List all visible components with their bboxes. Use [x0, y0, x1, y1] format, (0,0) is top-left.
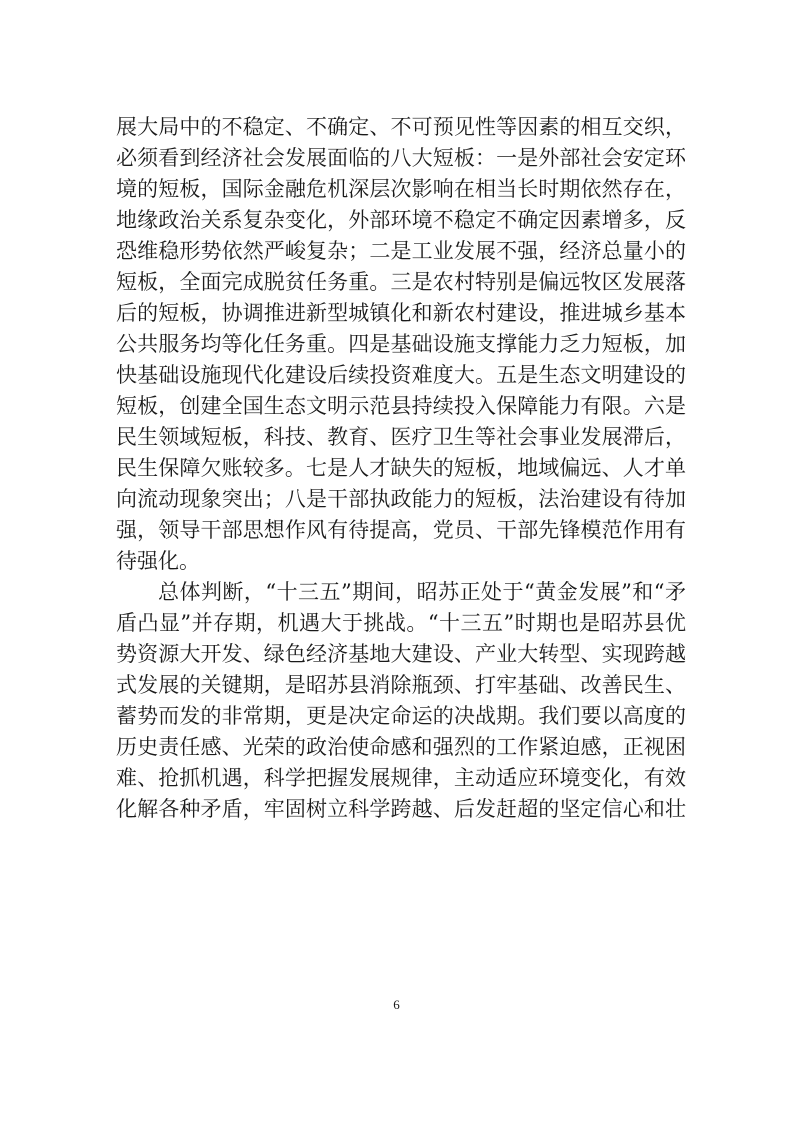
text-line: 待强化。 — [116, 549, 200, 573]
paragraph-2 — [116, 577, 686, 825]
text-line: 难、抢抓机遇，科学把握发展规律，主动适应环境变化，有效 — [116, 766, 686, 790]
text-line: 向流动现象突出；八是干部执政能力的短板，法治建设有待加 — [116, 487, 686, 511]
text-line: 后的短板，协调推进新型城镇化和新农村建设，推进城乡基本 — [116, 301, 686, 325]
text-line: 历史责任感、光荣的政治使命感和强烈的工作紧迫感，正视困 — [116, 735, 686, 759]
text-line: 强，领导干部思想作风有待提高，党员、干部先锋模范作用有 — [116, 518, 686, 542]
text-line: 民生领域短板，科技、教育、医疗卫生等社会事业发展滞后， — [116, 425, 686, 449]
text-line: 必须看到经济社会发展面临的八大短板：一是外部社会安定环 — [116, 146, 686, 170]
text-line: 快基础设施现代化建设后续投资难度大。五是生态文明建设的 — [116, 363, 686, 387]
text-line: 蓄势而发的非常期，更是决定命运的决战期。我们要以高度的 — [116, 704, 686, 728]
text-line: 势资源大开发、绿色经济基地大建设、产业大转型、实现跨越 — [116, 642, 686, 666]
text-line: 恐维稳形势依然严峻复杂；二是工业发展不强，经济总量小的 — [116, 239, 686, 263]
text-line: 境的短板，国际金融危机深层次影响在相当长时期依然存在， — [116, 177, 686, 201]
page-number: 6 — [393, 997, 400, 1012]
text-line: 总体判断，“十三五”期间，昭苏正处于“黄金发展”和“矛 — [158, 580, 686, 604]
text-line: 短板，全面完成脱贫任务重。三是农村特别是偏远牧区发展落 — [116, 270, 686, 294]
text-line: 公共服务均等化任务重。四是基础设施支撑能力乏力短板，加 — [116, 332, 686, 356]
paragraph-1 — [116, 112, 686, 577]
text-line: 地缘政治关系复杂变化，外部环境不稳定不确定因素增多，反 — [116, 208, 686, 232]
text-line: 短板，创建全国生态文明示范县持续投入保障能力有限。六是 — [116, 394, 686, 418]
text-line: 盾凸显”并存期，机遇大于挑战。“十三五”时期也是昭苏县优 — [116, 611, 686, 635]
text-line: 民生保障欠账较多。七是人才缺失的短板，地域偏远、人才单 — [116, 456, 686, 480]
text-line: 展大局中的不稳定、不确定、不可预见性等因素的相互交织， — [116, 115, 686, 139]
body-text — [116, 112, 686, 825]
text-line: 式发展的关键期，是昭苏县消除瓶颈、打牢基础、改善民生、 — [116, 673, 686, 697]
text-line: 化解各种矛盾，牢固树立科学跨越、后发赶超的坚定信心和壮 — [116, 797, 686, 821]
